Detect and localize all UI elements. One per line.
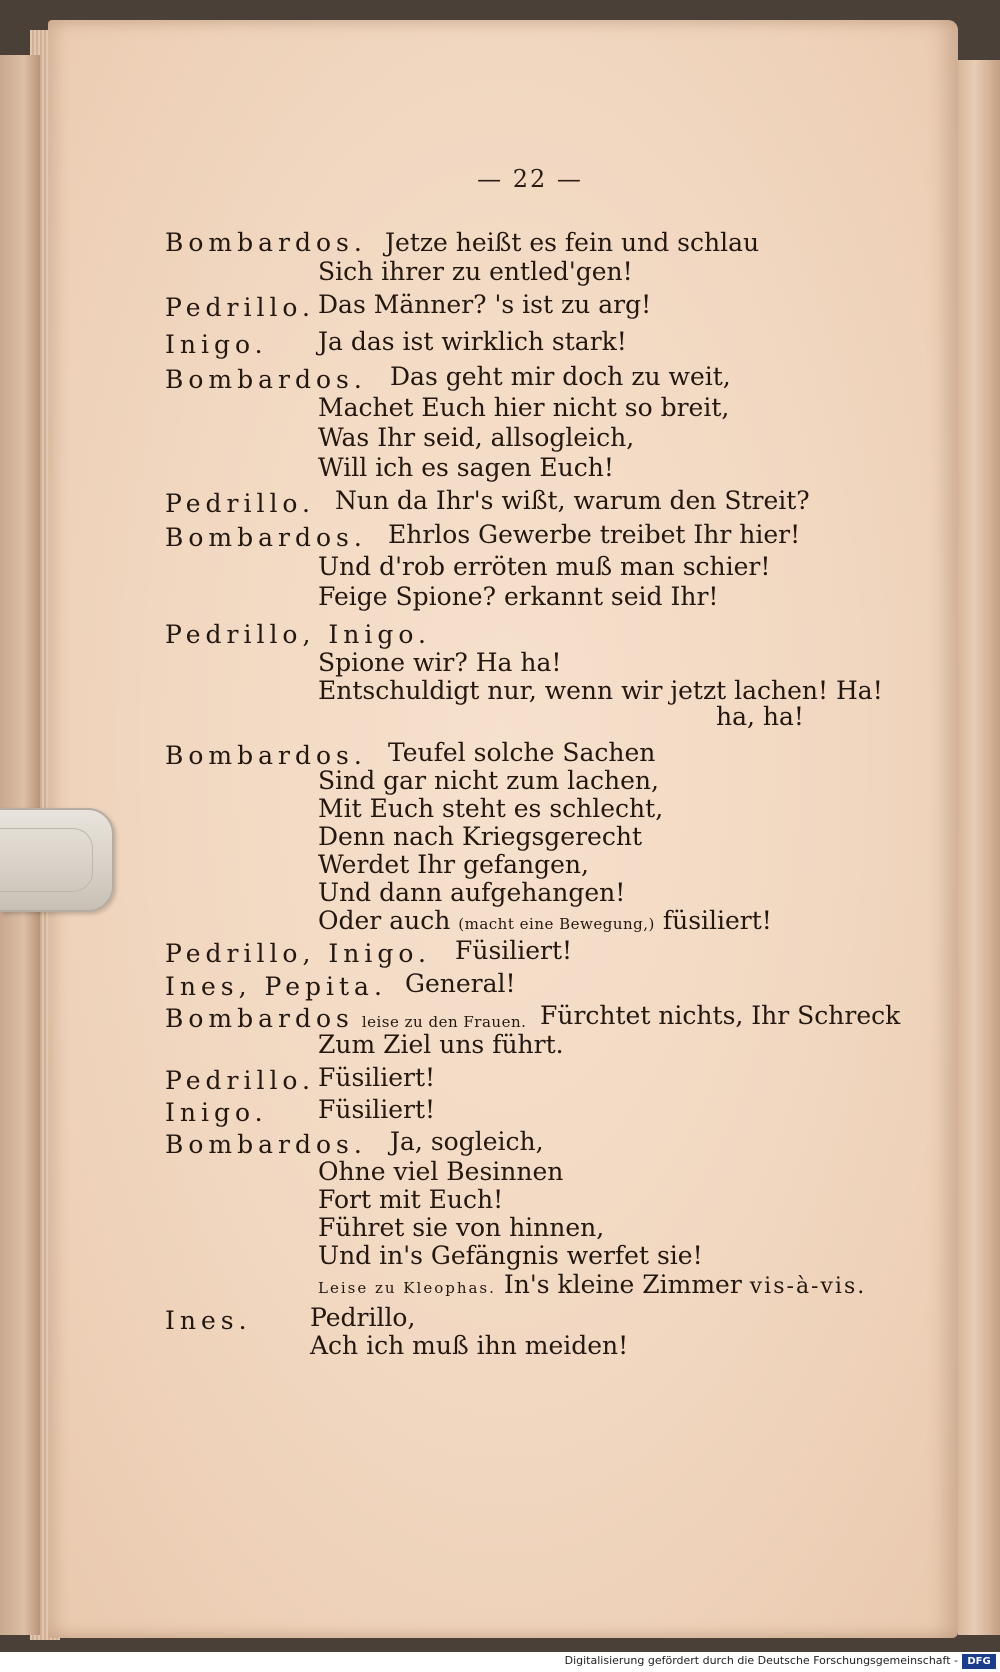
dialogue-text: Füsiliert!: [318, 1095, 436, 1124]
dialogue-text: Zum Ziel uns führt.: [318, 1030, 564, 1059]
text-line: [390, 1127, 544, 1157]
dialogue-text: Mit Euch steht es schlecht,: [318, 794, 664, 823]
text-line: [318, 257, 633, 287]
text-line: [165, 330, 268, 360]
dialogue-text: Werdet Ihr gefangen,: [318, 850, 589, 879]
speaker-name: Inigo.: [165, 1098, 268, 1127]
dialogue-text: Denn nach Kriegsgerecht: [318, 822, 642, 851]
text-line: [318, 822, 642, 852]
text-line: [405, 969, 516, 999]
dialogue-text: Was Ihr seid, allsogleich,: [318, 423, 635, 452]
dialogue-text: Fort mit Euch!: [318, 1185, 504, 1214]
stage-direction: (macht eine Bewegung,): [458, 915, 655, 933]
text-line: [388, 738, 655, 768]
dialogue-text: Füsiliert!: [455, 936, 573, 965]
text-line: [165, 1306, 252, 1336]
speaker-name: Bombardos.: [165, 1130, 367, 1159]
text-line: [318, 648, 561, 678]
text-line: [165, 1066, 315, 1096]
text-line: [318, 582, 718, 612]
stage-direction: Leise zu Kleophas.: [318, 1279, 496, 1297]
text-line: [165, 489, 315, 519]
text-line: [318, 327, 627, 357]
dialogue-text: Füsiliert!: [318, 1063, 436, 1092]
text-line: [388, 520, 800, 550]
text-line: [318, 1063, 435, 1093]
dialogue-text: Jetze heißt es fein und schlau: [385, 228, 760, 257]
speaker-name: Bombardos.: [165, 523, 367, 552]
dialogue-text: Entschuldigt nur, wenn wir jetzt lachen! Ha!: [318, 676, 883, 705]
text-line: [165, 939, 431, 969]
dialogue-text: Das geht mir doch zu weit,: [390, 362, 731, 391]
text-line: [310, 1331, 628, 1361]
footer-bar: [0, 1652, 1000, 1672]
speaker-name: Pedrillo, Inigo.: [165, 939, 431, 968]
speaker-name: Bombardos.: [165, 741, 367, 770]
text-line: [318, 1030, 564, 1060]
speaker-name: Inigo.: [165, 330, 268, 359]
text-line: [165, 293, 315, 323]
dialogue-text: Ja das ist wirklich stark!: [318, 327, 627, 356]
text-line: [318, 850, 589, 880]
dialogue-text: Ohne viel Besinnen: [318, 1157, 564, 1186]
dialogue-text: Fürchtet nichts, Ihr Schreck: [540, 1001, 901, 1030]
text-line: [540, 1001, 900, 1031]
text-line: [318, 1270, 866, 1300]
dialogue-text: Führet sie von hinnen,: [318, 1213, 605, 1242]
stage-direction: leise zu den Frauen.: [361, 1013, 527, 1031]
text-line: [390, 362, 731, 392]
text-line: [335, 486, 810, 516]
text-line: [318, 393, 729, 423]
dialogue-text: Ach ich muß ihn meiden!: [310, 1331, 629, 1360]
text-line: [318, 1185, 503, 1215]
speaker-name: Bombardos: [165, 1004, 354, 1033]
text-line: [318, 1157, 563, 1187]
text-line: [165, 972, 387, 1002]
dialogue-text: Spione wir? Ha ha!: [318, 648, 562, 677]
text-line: [455, 936, 572, 966]
dialogue-text: füsiliert!: [662, 906, 772, 935]
dialogue-text: Pedrillo,: [310, 1303, 416, 1332]
text-line: [716, 702, 804, 732]
text-line: [165, 228, 367, 258]
speaker-name: Pedrillo.: [165, 1066, 315, 1095]
text-line: [318, 453, 614, 483]
text-line: [165, 620, 431, 650]
dialogue-text: Nun da Ihr's wißt, warum den Streit?: [335, 486, 810, 515]
dialogue-text: Sich ihrer zu entled'gen!: [318, 257, 633, 286]
speaker-name: Pedrillo.: [165, 489, 315, 518]
footer-credit: Digitalisierung gefördert durch die Deutsche Forschungsgemeinschaft -: [564, 1654, 958, 1667]
speaker-name: Bombardos.: [165, 228, 367, 257]
text-line: [318, 552, 770, 582]
dialogue-text: Und in's Gefängnis werfet sie!: [318, 1241, 703, 1270]
dialogue-text: Und d'rob erröten muß man schier!: [318, 552, 771, 581]
dfg-logo: DFG: [962, 1654, 996, 1669]
bookmark-clip: [0, 808, 114, 912]
dialogue-text: Das Männer? 's ist zu arg!: [318, 290, 652, 319]
text-line: [385, 228, 759, 258]
text-line: [318, 1241, 703, 1271]
dialogue-text: General!: [405, 969, 516, 998]
text-line: [318, 878, 625, 908]
text-line: [318, 1213, 604, 1243]
text-line: [318, 766, 659, 796]
dialogue-text: Teufel solche Sachen: [388, 738, 656, 767]
dialogue-text: Und dann aufgehangen!: [318, 878, 626, 907]
speaker-name: Ines.: [165, 1306, 252, 1335]
speaker-name: Pedrillo.: [165, 293, 315, 322]
text-line: [318, 1095, 435, 1125]
page-edge-right: [958, 60, 1000, 1635]
dialogue-text: Sind gar nicht zum lachen,: [318, 766, 659, 795]
text-line: [318, 423, 634, 453]
speaker-name: Bombardos.: [165, 365, 367, 394]
text-line: [165, 1130, 367, 1160]
dialogue-text: Machet Euch hier nicht so breit,: [318, 393, 730, 422]
text-line: [318, 290, 651, 320]
dialogue-text: Ehrlos Gewerbe treibet Ihr hier!: [388, 520, 801, 549]
dialogue-text: Will ich es sagen Euch!: [318, 453, 614, 482]
text-line: [165, 523, 367, 553]
text-line: [165, 365, 367, 395]
dialogue-text: Oder auch: [318, 906, 451, 935]
text-line: [165, 1098, 268, 1128]
text-line: [318, 906, 772, 936]
dialogue-text: ha, ha!: [716, 702, 804, 731]
speaker-name: Pedrillo, Inigo.: [165, 620, 431, 649]
dialogue-text: In's kleine Zimmer: [503, 1270, 742, 1299]
page-number: — 22 —: [477, 165, 583, 193]
text-line: [318, 794, 663, 824]
dialogue-text-latin: vis-à-vis.: [749, 1274, 867, 1299]
speaker-name: Ines, Pepita.: [165, 972, 387, 1001]
text-line: [310, 1303, 415, 1333]
dialogue-text: Ja, sogleich,: [390, 1127, 544, 1156]
dialogue-text: Feige Spione? erkannt seid Ihr!: [318, 582, 719, 611]
